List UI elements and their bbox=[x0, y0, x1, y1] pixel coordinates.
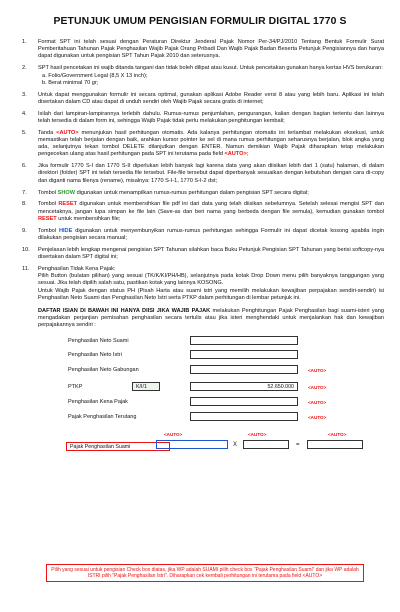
neto-suami-field[interactable] bbox=[190, 336, 298, 345]
page-title: PETUNJUK UMUM PENGISIAN FORMULIR DIGITAL 1770 S bbox=[53, 16, 347, 27]
item-text: Pilih Button (bulatan pilihan) yang sesuai (TK/K/KI/PH/HB), selanjutnya pada kotak Drop Down menu pilih banyaknya tanggungan yang sesuai. Jika telah dipilih salah satu, pastikan kotak yang lainnya KOSONG. bbox=[38, 273, 384, 287]
neto-istri-field[interactable] bbox=[190, 350, 298, 359]
list-item bbox=[16, 130, 384, 159]
pajak-suami-select[interactable]: Pajak Penghasilan Suami bbox=[66, 442, 170, 451]
item-number: 2. bbox=[22, 65, 27, 72]
item-number: 4. bbox=[22, 110, 27, 117]
pajak-suami-amount-field bbox=[156, 440, 228, 449]
item-text: Format SPT ini telah sesuai dengan Peraturan Direktur Jenderal Pajak Nomor Per-34/PJ/2010 Tentang Bentuk Formulir Surat Pemberitahuan Tahunan Pajak Penghasilan Wajib Pajak Orang Pribadi Dan Wajib Pajak Badan Beserta Petunjuk Pengisiannya dan hanya dapat digunakan untuk pengisian SPT Tahun Pajak 2010 dan seterusnya. bbox=[38, 39, 384, 60]
item-text: Tombol SHOW digunakan untuk menampilkan rumus-rumus perhitungan dalam pengisian SPT secara digital; bbox=[38, 189, 309, 196]
item-text: Tanda <AUTO> menunjukan hasil perhitungan otomatis. Ada kalanya perhitungan otomatis ini terlambat melakukan eksekusi, untuk memastikan telah berjalan dengan baik, arahkan kursor pointer ke sel di mana rumus perhitungan seharusnya berjalan, blok angka yang ada, selanjutnya tekan tombol DELETE dilanjutkan dengan ENTER. Namun demikian Wajib Pajak diharapkan tetap melakukan pengecekan ulang atas hasil perhitungan pada SPT ini terutama pada field <AUTO>; bbox=[38, 129, 384, 158]
checkbox-notice: Pilih yang sesuai untuk pengisian Check box diatas, jika WP adalah SUAMI pilih check box "Pajak Penghasilan Suami" dan jika WP adalah ISTRI pilih "Pajak Penghasilan Istri". Diharapkan cek kembali perhitungan ini terutama pada field <AUTO> bbox=[46, 564, 364, 582]
auto-marker: <AUTO> bbox=[328, 431, 347, 437]
label-pajak-terutang: Pajak Penghasilan Terutang bbox=[68, 413, 137, 420]
label-ptkp: PTKP bbox=[68, 383, 83, 390]
item-text: Untuk Wajib Pajak dengan status PH (Pisah Harta atau suami istri yang memilih melakukan kewajiban perpajakan sendiri-sendiri) isi Penghasilan Neto Suami dan Penghasilan Neto Istri serta PTKP dalam perhitungan di lembar petunjuk ini. bbox=[38, 287, 384, 301]
item-number: 11. bbox=[22, 265, 30, 272]
result-field bbox=[307, 440, 363, 449]
label-neto-suami: Penghasilan Neto Suami bbox=[68, 337, 129, 344]
item-heading: Penghasilan Tidak Kena Pajak: bbox=[38, 265, 116, 272]
label-neto-gabungan: Penghasilan Neto Gabungan bbox=[68, 366, 139, 373]
auto-marker: <AUTO> bbox=[308, 367, 327, 373]
item-number: 9. bbox=[22, 227, 27, 234]
hide-keyword: HIDE bbox=[58, 227, 73, 234]
auto-keyword: <AUTO> bbox=[224, 151, 247, 158]
item-text: SPT hasil pencetakan ini wajib ditanda tangani dan tidak boleh dilipat atau kusut. Untuk pencetakan gunakan hanya kertas HVS berukuran: bbox=[38, 65, 383, 72]
item-text: Untuk dapat menggunakan formulir ini secara optimal, gunakan aplikasi Adobe Reader versi 8 atau yang lebih baru. Aplikasi ini telah disertakan dalam CD atau dapat di unduh sendiri oleh Wajib Pajak secara gratis di internet; bbox=[38, 91, 384, 105]
income-calculation-form bbox=[16, 336, 384, 476]
pajak-terutang-field bbox=[190, 412, 298, 421]
item-number: 5. bbox=[22, 129, 27, 136]
equals-sign: = bbox=[296, 441, 300, 448]
list-item bbox=[16, 92, 384, 106]
list-item bbox=[16, 266, 384, 302]
list-item bbox=[16, 228, 384, 242]
label-kena-pajak: Penghasilan Kena Pajak bbox=[68, 398, 128, 405]
ptkp-status-field[interactable]: K/I/1 bbox=[132, 382, 160, 391]
auto-marker: <AUTO> bbox=[308, 414, 327, 420]
separation-intro: DAFTAR ISIAN DI BAWAH INI HANYA DIISI JIKA WAJIB PAJAK melakukan Penghitungan Pajak Penghasilan bagi suami-isteri yang mengadakan perjanjian pemisahan penghasilan secara tertulis atau jika isteri menghendaki untuk menjalankan hak dan kewajiban perpajakannya sendiri : bbox=[38, 307, 384, 329]
item-text: Penjelasan lebih lengkap mengenai pengisian SPT Tahunan silahkan baca Buku Petunjuk Pengisian SPT Tahunan yang berisi softcopy-nya disertakan dalam SPT digital ini; bbox=[38, 246, 384, 261]
auto-marker: <AUTO> bbox=[164, 431, 183, 437]
auto-marker: <AUTO> bbox=[308, 384, 327, 390]
item-number: 3. bbox=[22, 91, 27, 98]
auto-keyword: <AUTO> bbox=[56, 129, 79, 136]
reset-keyword: RESET bbox=[58, 201, 78, 208]
show-keyword: SHOW bbox=[57, 189, 76, 196]
item-text: Tombol HIDE digunakan untuk menyembunyikan rumus-rumus perhitungan sehingga Formulir ini dapat dicetak kosong apabila ingin dilakukan pengisian secara manual; bbox=[38, 227, 384, 241]
list-item bbox=[16, 111, 384, 125]
multiply-sign: X bbox=[233, 441, 238, 448]
instruction-list bbox=[16, 39, 384, 302]
list-item bbox=[16, 201, 384, 223]
item-number: 10. bbox=[22, 246, 30, 253]
ptkp-value-field: 52.650.000 bbox=[190, 382, 298, 391]
list-item bbox=[16, 190, 384, 197]
item-number: 8. bbox=[22, 201, 27, 208]
neto-gabungan-field bbox=[190, 365, 298, 374]
item-number: 6. bbox=[22, 163, 27, 170]
item-text: Jika formulir 1770 S-I dan 1770 S-II diperlukan lebih banyak lagi karena data yang akan diisikan lebih dari 1 (satu) halaman, di dalam direktori (folder) SPT ini telah tersedia file tersebut. File-file tersebut dapat diperbanyak sesuaikan dengan kebutuhan dengan cara di-copy dan diganti nama filenya (rename), misalnya: 1770 S-I-1, 1770 S-I-2 dst; bbox=[38, 163, 384, 184]
item-number: 7. bbox=[22, 189, 27, 196]
list-item bbox=[16, 247, 384, 261]
auto-marker: <AUTO> bbox=[308, 399, 327, 405]
kena-pajak-field bbox=[190, 397, 298, 406]
ratio-field bbox=[243, 440, 289, 449]
reset-keyword: RESET bbox=[38, 215, 57, 222]
item-text: Tombol RESET digunakan untuk membersihkan file pdf ini dari data yang telah diisikan sebelumnya. Setelah selesai mengisi SPT dan mencetaknya, jangan lupa simpan ke file lain (Save-as dan beri nama yang berbeda dengan file semula), kemudian gunakan tombol RESET untuk membersihkan file; bbox=[38, 201, 384, 222]
label-neto-istri: Penghasilan Neto Istri bbox=[68, 351, 122, 358]
item-text: Isilah dari lampiran-lampirannya terlebih dahulu. Rumus-rumus penjumlahan, pengurangan, kalian dengan bagian tertentu dan lainnya telah tersedia di dalam form ini, sehingga Wajib Pajak tidak perlu melakukan penghitungan kembali; bbox=[38, 110, 384, 124]
list-item bbox=[16, 163, 384, 185]
list-item bbox=[16, 39, 384, 61]
paper-size-option: a. Folio/Government Legal (8,5 X 13 inch); bbox=[42, 72, 148, 79]
list-item bbox=[16, 65, 384, 87]
paper-weight-option: b. Berat minimal 70 gr; bbox=[42, 79, 99, 86]
item-number: 1. bbox=[22, 39, 27, 45]
auto-marker: <AUTO> bbox=[248, 431, 267, 437]
